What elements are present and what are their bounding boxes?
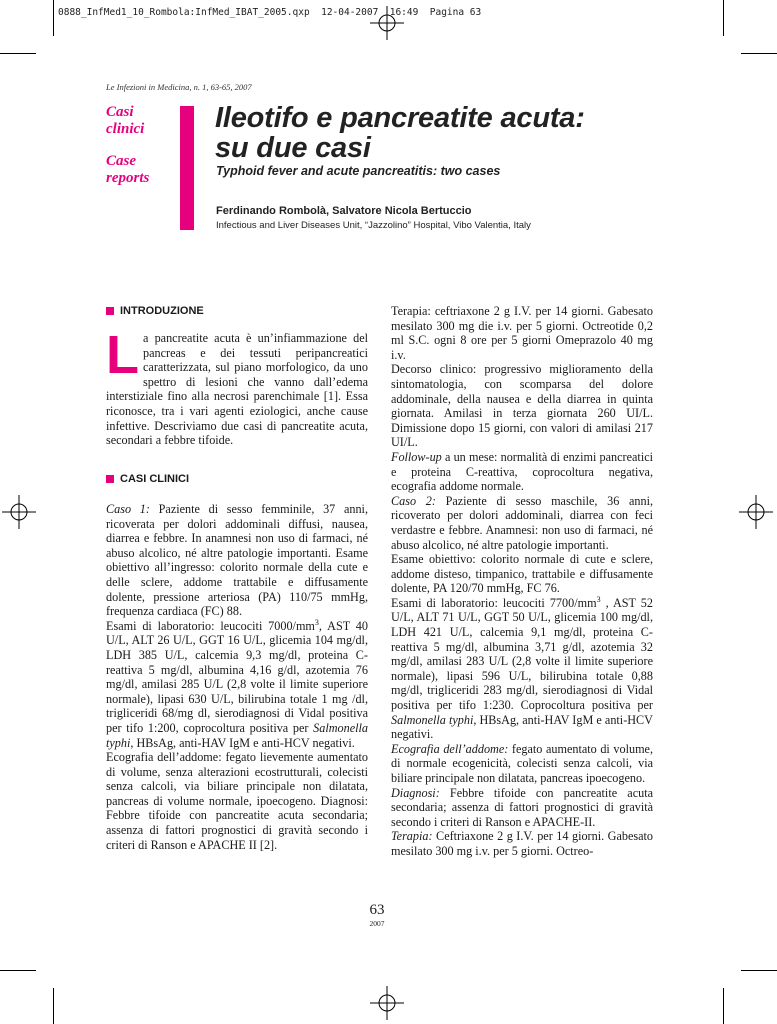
right-paragraph-7 (391, 742, 653, 786)
right-paragraph-4 (391, 494, 653, 552)
category-it-line1: Casi (106, 104, 134, 120)
ultrasound-label: Ecografia dell’addome: (391, 741, 509, 756)
case2-lab-text-b: , AST 52 U/L, ALT 71 U/L, GGT 50 U/L, glicemia 100 mg/dl, LDH 421 U/L, calcemia 9,1 mg/dl, proteina C-reattiva 5 mg/dl, albumina 3,71 g/dl, azotemia 32 mg/dl, amilasi 283 U/L (2,8 volte il limite superiore normale), lipasi 596 U/L, bilirubina totale 0,88 mg/dl, trigliceridi 283 mg/dl, sierodiagnosi di Vidal positiva per tifo 1:230. Coprocoltura positiva per (391, 595, 653, 713)
case1-p2-text-a: Esami di laboratorio: leucociti 7000/mm (106, 618, 315, 633)
registration-mark-top (370, 6, 404, 40)
case1-p1-text: Paziente di sesso femminile, 37 anni, ricoverata per dolori addominali diffusi, nausea, diarrea e febbre. In anamnesi non uso di farmaci, né abuso alcolico, né altre patologie importanti. Esame obiettivo all’ingresso: colorito normale della cute e delle sclere, addome trattabile e diffusamente dolente, pressione arteriosa (PA) 110/75 mmHg, frequenza cardiaca (FC) 88. (106, 502, 368, 619)
case1-p2-superscript: 3 (314, 617, 319, 627)
page-year: 2007 (369, 919, 385, 928)
drop-cap: L (106, 325, 139, 385)
category-en-line1: Case (106, 153, 136, 169)
right-paragraph-8 (391, 786, 653, 830)
print-slug: 0888_InfMed1_10_Rombola:InfMed_IBAT_2005.qxp 12-04-2007 16:49 Pagina 63 (58, 7, 482, 18)
case1-p2-text-b: , AST 40 U/L, ALT 26 U/L, GGT 16 U/L, glicemia 104 mg/dl, LDH 385 U/L, calcemia 9,3 mg/dl, proteina C-reattiva 5 mg/dl, albumina 4,16 g/dl, azotemia 76 mg/dl, amilasi 285 U/L (2,8 volte il limite superiore normale), lipasi 630 U/L, bilirubina totale 1 mg /dl, trigliceridi 68/mg dl, sierodiagnosi di Vidal positiva per tifo 1:200, coprocoltura positiva per (106, 618, 368, 735)
intro-text: a pancreatite acuta è un’infiammazione del pancreas e dei tessuti peripancreatici caratterizzata, sul piano morfologico, da uno spettro di lesioni che vanno dall’edema interstiziale fino alla necrosi parenchimale [1]. Essa riconosce, tra i vari agenti eziologici, anche cause infettive. Descriviamo due casi di pancreatite acuta, secondari a febbre tifoide. (106, 331, 368, 448)
followup-text: a un mese: normalità di enzimi pancreatici e proteina C-reattiva, coprocoltura negativa, ecografia addome normale. (391, 449, 653, 494)
registration-mark-left (2, 495, 36, 529)
journal-reference: Le Infezioni in Medicina, n. 1, 63-65, 2007 (106, 82, 252, 92)
case2-lab-text-c: , HBsAg, anti-HAV IgM e anti-HCV negativi. (391, 712, 653, 742)
crop-mark-bottom-left-h (0, 970, 36, 971)
category-en-line2: reports (106, 169, 150, 186)
right-paragraph-1: Terapia: ceftriaxone 2 g I.V. per 14 giorni. Gabesato mesilato 300 mg die i.v. per 5 giorni. Octreotide 0,2 ml S.C. ogni 8 ore per 5 giorni Omeprazolo 40 mg i.v. (391, 304, 653, 362)
crop-mark-bottom-right-v (723, 988, 724, 1024)
crop-mark-top-right-v (723, 0, 724, 36)
crop-mark-top-left-v (53, 0, 54, 36)
affiliation: Infectious and Liver Diseases Unit, “Jazzolino” Hospital, Vibo Valentia, Italy (216, 220, 531, 231)
right-paragraph-6 (391, 596, 653, 742)
category-english (106, 153, 149, 186)
ultrasound-text: fegato aumentato di volume, di normale ecogenicità, colecisti senza calcoli, via biliare principale non dilatata, pancreas ipoecogeno. (391, 741, 653, 785)
right-paragraph-2: Decorso clinico: progressivo miglioramento della sintomatologia, con scomparsa del dolore addominale, della nausea e della diarrea in quinta giornata. Amilasi in terza giornata 260 UI/L. Dimissione dopo 15 giorni, con valori di amilasi 217 UI/L. (391, 362, 653, 450)
case1-label: Caso 1: (106, 502, 150, 516)
section-square-icon (106, 475, 114, 483)
case1-p2-italic: Salmonella typhi (106, 720, 368, 750)
intro-heading-text: INTRODUZIONE (120, 305, 204, 317)
case1-paragraph-2 (106, 619, 368, 750)
right-paragraph-9 (391, 829, 653, 858)
registration-mark-bottom (370, 986, 404, 1020)
section-square-icon (106, 307, 114, 315)
case1-paragraph-1 (106, 502, 368, 619)
case1-paragraph-3: Ecografia dell’addome: fegato lievemente aumentato di volume, senza alterazioni ecostrutturali, colecisti senza calcoli, via biliare principale non dilatata, pancreas di volume normale, ipoecogeno. Diagnosi: Febbre tifoide con pancreatite acuta secondaria; assenza di fattori prognostici di gravità secondo i criteri di Ranson e APACHE II [2]. (106, 750, 368, 852)
crop-mark-bottom-left-v (53, 988, 54, 1024)
cases-heading-text: CASI CLINICI (120, 473, 190, 485)
registration-mark-right (739, 495, 773, 529)
title-line1: Ileotifo e pancreatite acuta: (215, 102, 585, 134)
category-italian (106, 104, 144, 137)
right-paragraph-3 (391, 450, 653, 494)
case2-lab-superscript: 3 (596, 594, 601, 604)
case2-label: Caso 2: (391, 493, 436, 508)
article-subtitle: Typhoid fever and acute pancreatitis: two cases (216, 164, 501, 178)
title-line2: su due casi (215, 132, 371, 164)
page-number: 63 (369, 902, 385, 918)
case2-lab-text-a: Esami di laboratorio: leucociti 7700/mm (391, 595, 597, 610)
title-accent-bar (180, 106, 194, 230)
therapy-text: Ceftriaxone 2 g I.V. per 14 giorni. Gabesato mesilato 300 mg i.v. per 5 giorni. Octreo- (391, 829, 653, 858)
case1-p2-text-c: , HBsAg, anti-HAV IgM e anti-HCV negativi. (130, 735, 355, 750)
right-paragraph-5: Esame obiettivo: colorito normale di cute e sclere, addome disteso, timpanico, trattabile e diffusamente dolente, PA 120/70 mmHg, FC 76. (391, 552, 653, 596)
case2-lab-italic: Salmonella typhi (391, 712, 474, 727)
right-column-body (391, 304, 653, 859)
intro-paragraph (106, 325, 368, 448)
section-heading-intro (106, 305, 204, 317)
case1-body (106, 502, 368, 852)
followup-label: Follow-up (391, 449, 442, 464)
crop-mark-top-right-h (741, 53, 777, 54)
case2-text: Paziente di sesso maschile, 36 anni, ricoverato per dolori addominali, diarrea con feci verdastre e febbre. Anamnesi: non uso di farmaci, né abuso alcolico, né altre patologie importanti. (391, 493, 653, 552)
crop-mark-top-left-h (0, 53, 36, 54)
crop-mark-bottom-right-h (741, 970, 777, 971)
section-heading-cases (106, 473, 189, 485)
diagnosis-label: Diagnosi: (391, 785, 440, 800)
authors: Ferdinando Rombolà, Salvatore Nicola Bertuccio (216, 205, 472, 217)
category-it-line2: clinici (106, 120, 145, 137)
article-title (215, 103, 735, 163)
diagnosis-text: Febbre tifoide con pancreatite acuta secondaria; assenza di fattori prognostici di gravità secondo i criteri di Ranson e APACHE-II. (391, 785, 653, 829)
therapy-label: Terapia: (391, 829, 433, 844)
